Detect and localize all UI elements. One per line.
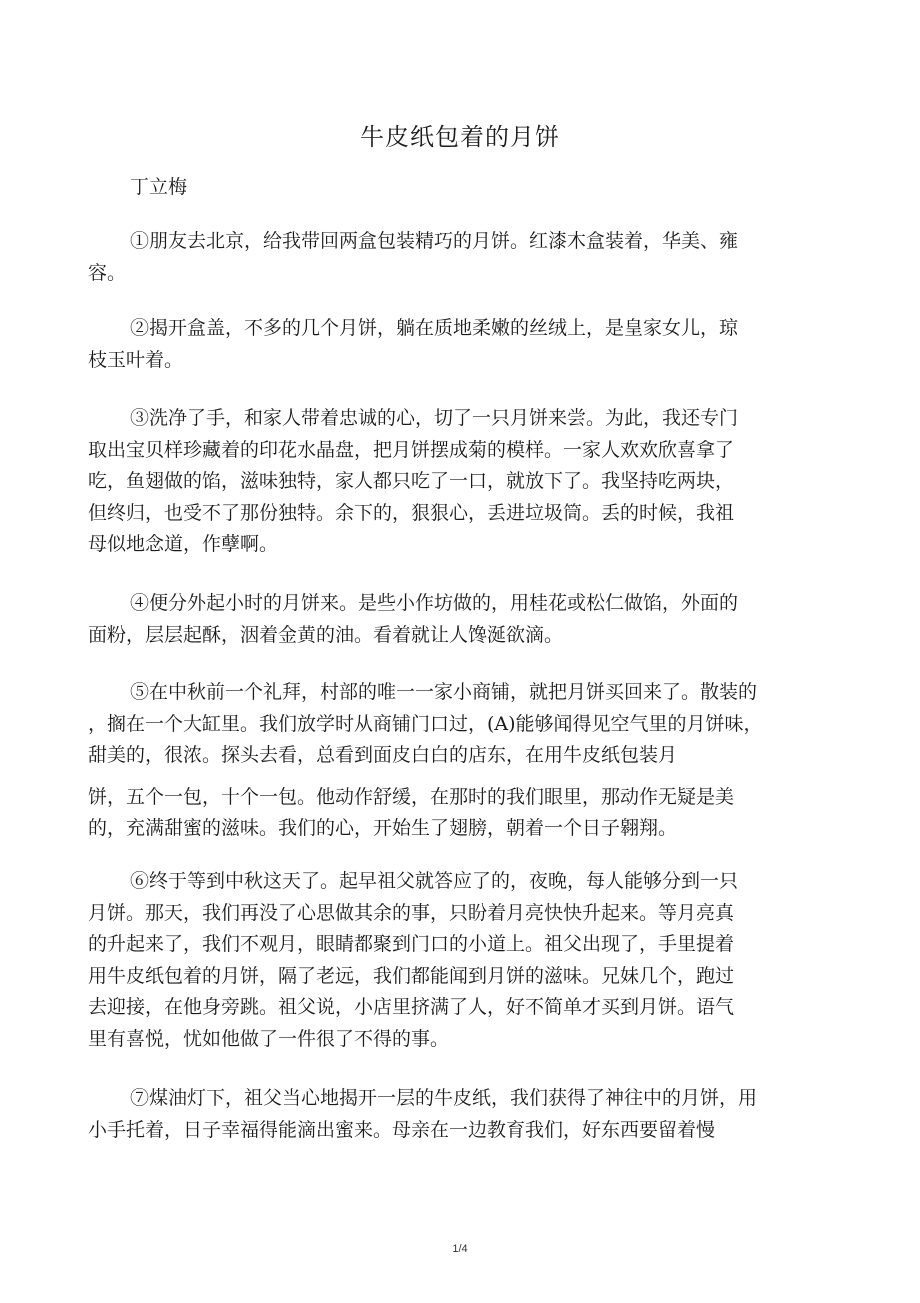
paragraph-line: 小手托着，日子幸福得能滴出蜜来。母亲在一边教育我们，好东西要留着慢 [88, 1118, 716, 1141]
paragraph-line: ⑤在中秋前一个礼拜，村部的唯一一家小商铺，就把月饼买回来了。散装的 [130, 681, 758, 703]
paragraph-line: 容。 [88, 261, 127, 284]
paragraph-line: 的升起来了，我们不观月，眼睛都聚到门口的小道上。祖父出现了，手里提着 [88, 933, 735, 955]
paragraph-line: 饼，五个一包，十个一包。他动作舒缓，在那时的我们眼里，那动作无疑是美 [88, 785, 735, 808]
paragraph-line: ⑥终于等到中秋这天了。起早祖父就答应了的，夜晚，每人能够分到一只 [130, 870, 739, 892]
paragraph-line: 用牛皮纸包着的月饼，隔了老远，我们都能闻到月饼的滋味。兄妹几个，跑过 [88, 964, 735, 987]
paragraph-2 [88, 313, 784, 376]
paragraph-line: ④便分外起小时的月饼来。是些小作坊做的，用桂花或松仁做馅，外面的 [130, 592, 739, 614]
paragraph-7 [88, 1083, 784, 1146]
paragraph-line: 的，充满甜蜜的滋味。我们的心，开始生了翅膀，朝着一个日子翱翔。 [88, 817, 678, 839]
paragraph-line: ③洗净了手，和家人带着忠诚的心，切了一只月饼来尝。为此，我还专门 [130, 407, 739, 429]
paragraph-line: 但终归，也受不了那份独特。余下的，狠狠心，丢进垃圾筒。丢的时候，我祖 [88, 501, 735, 524]
paragraph-5 [88, 677, 784, 845]
paragraph-line: 母似地念道，作孽啊。 [88, 533, 279, 555]
paragraph-line: ①朋友去北京，给我带回两盒包装精巧的月饼。红漆木盒装着，华美、雍 [130, 230, 739, 252]
paragraph-line: 吃，鱼翅做的馅，滋味独特，家人都只吃了一口，就放下了。我坚持吃两块， [88, 470, 735, 492]
paragraph-line: 去迎接，在他身旁跳。祖父说，小店里挤满了人，好不简单才买到月饼。语气 [88, 996, 735, 1018]
paragraph-line: 取出宝贝样珍藏着的印花水晶盘，把月饼摆成菊的模样。一家人欢欢欣喜拿了 [88, 438, 735, 461]
paragraph-line: ②揭开盒盖，不多的几个月饼，躺在质地柔嫩的丝绒上，是皇家女儿，琼 [130, 317, 739, 339]
paragraph-line: 月饼。那天，我们再没了心思做其余的事，只盼着月亮快快升起来。等月亮真 [88, 901, 735, 924]
article-title: 牛皮纸包着的月饼 [360, 123, 560, 151]
page-number: 1/4 [452, 1243, 468, 1255]
paragraph-line: 面粉，层层起酥，洇着金黄的油。看着就让人馋涎欲滴。 [88, 623, 564, 646]
paragraph-line: 枝玉叶着。 [88, 348, 184, 371]
paragraph-1 [88, 226, 784, 289]
paragraph-line: 甜美的，很浓。探头去看，总看到面皮白白的店东，在用牛皮纸包装月 [88, 744, 678, 766]
author-name: 丁立梅 [130, 176, 188, 198]
paragraph-4 [88, 588, 784, 651]
paragraph-line: ，搁在一个大缸里。我们放学时从商铺门口过，(A)能够闻得见空气里的月饼味， [88, 712, 763, 735]
paragraph-6 [88, 866, 784, 1055]
paragraph-line: ⑦煤油灯下，祖父当心地揭开一层的牛皮纸，我们获得了神往中的月饼，用 [130, 1087, 758, 1109]
paragraph-3 [88, 403, 784, 561]
paragraph-line: 里有喜悦，忧如他做了一件很了不得的事。 [88, 1027, 450, 1050]
